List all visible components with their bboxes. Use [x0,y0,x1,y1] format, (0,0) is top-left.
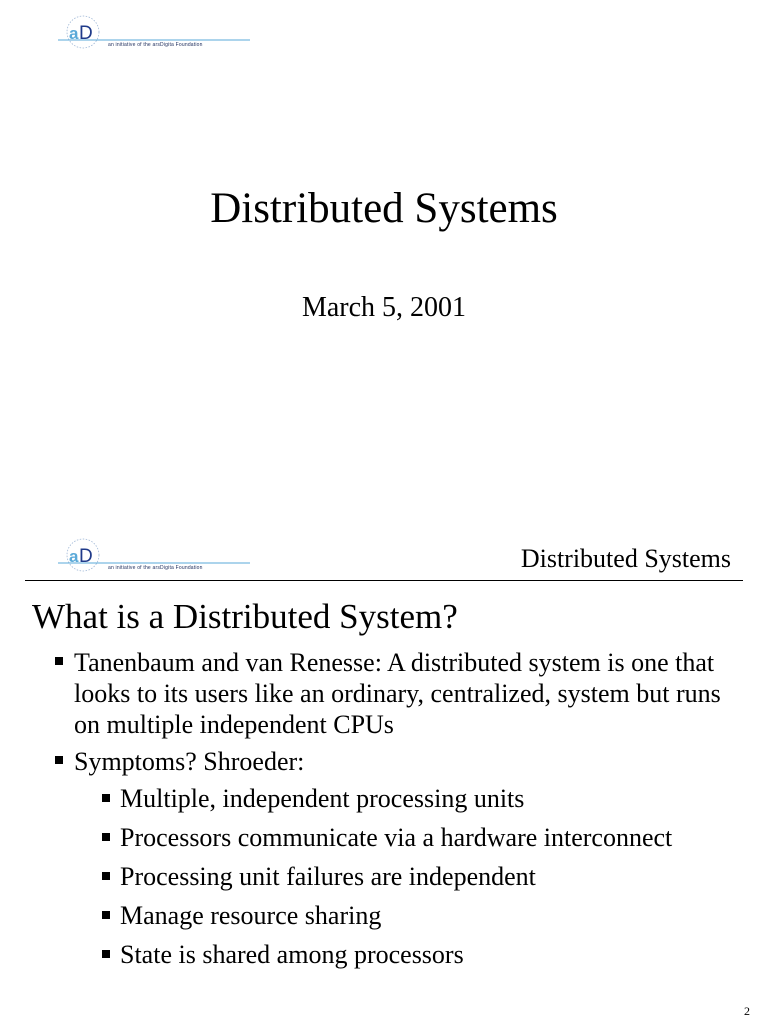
bullet-text: Symptoms? Shroeder: [74,747,305,776]
bullet-text: Tanenbaum and van Renesse: A distributed system is one that looks to its users like an ordinary, centralized, system but runs on multiple independent CPUs [74,648,721,739]
bullet-square-icon [102,911,110,919]
bullet-item [52,647,742,740]
sub-bullet-text: Processing unit failures are independent [120,862,536,891]
sub-bullet-item [74,939,742,970]
bullet-square-icon [102,833,110,841]
logo [55,8,255,58]
ad-logo-icon [55,531,255,581]
sub-bullet-text: Processors communicate via a hardware interconnect [120,823,673,852]
bullet-square-icon [102,872,110,880]
bullet-square-icon [55,756,63,764]
sub-bullet-item [74,861,742,892]
bullet-square-icon [55,657,63,665]
slide-heading: What is a Distributed System? [32,597,458,636]
bullet-square-icon [102,794,110,802]
page-number: 2 [744,1004,750,1018]
sub-bullet-item [74,900,742,931]
header-divider [25,580,743,581]
ad-logo-icon [55,8,255,58]
logo-letter-a: a [69,547,79,566]
slide-date: March 5, 2001 [301,292,467,323]
sub-bullet-item [74,822,742,853]
logo-letter-d: D [79,546,93,567]
bullet-item [52,746,742,970]
logo-letter-d: D [79,23,93,44]
sub-bullet-text: Multiple, independent processing units [120,784,525,813]
logo-caption: an initiative of the arsDigita Foundation [108,42,203,48]
sub-bullet-item [74,783,742,814]
sub-bullet-list [74,783,742,970]
header-logo [55,531,255,581]
slide-title: Distributed Systems [210,185,558,232]
slide-header-title: Distributed Systems [520,544,731,573]
bullet-list [52,647,742,978]
logo-letter-a: a [69,24,79,43]
sub-bullet-text: Manage resource sharing [120,901,382,930]
sub-bullet-text: State is shared among processors [120,940,464,969]
logo-caption: an initiative of the arsDigita Foundation [108,565,203,571]
bullet-square-icon [102,950,110,958]
